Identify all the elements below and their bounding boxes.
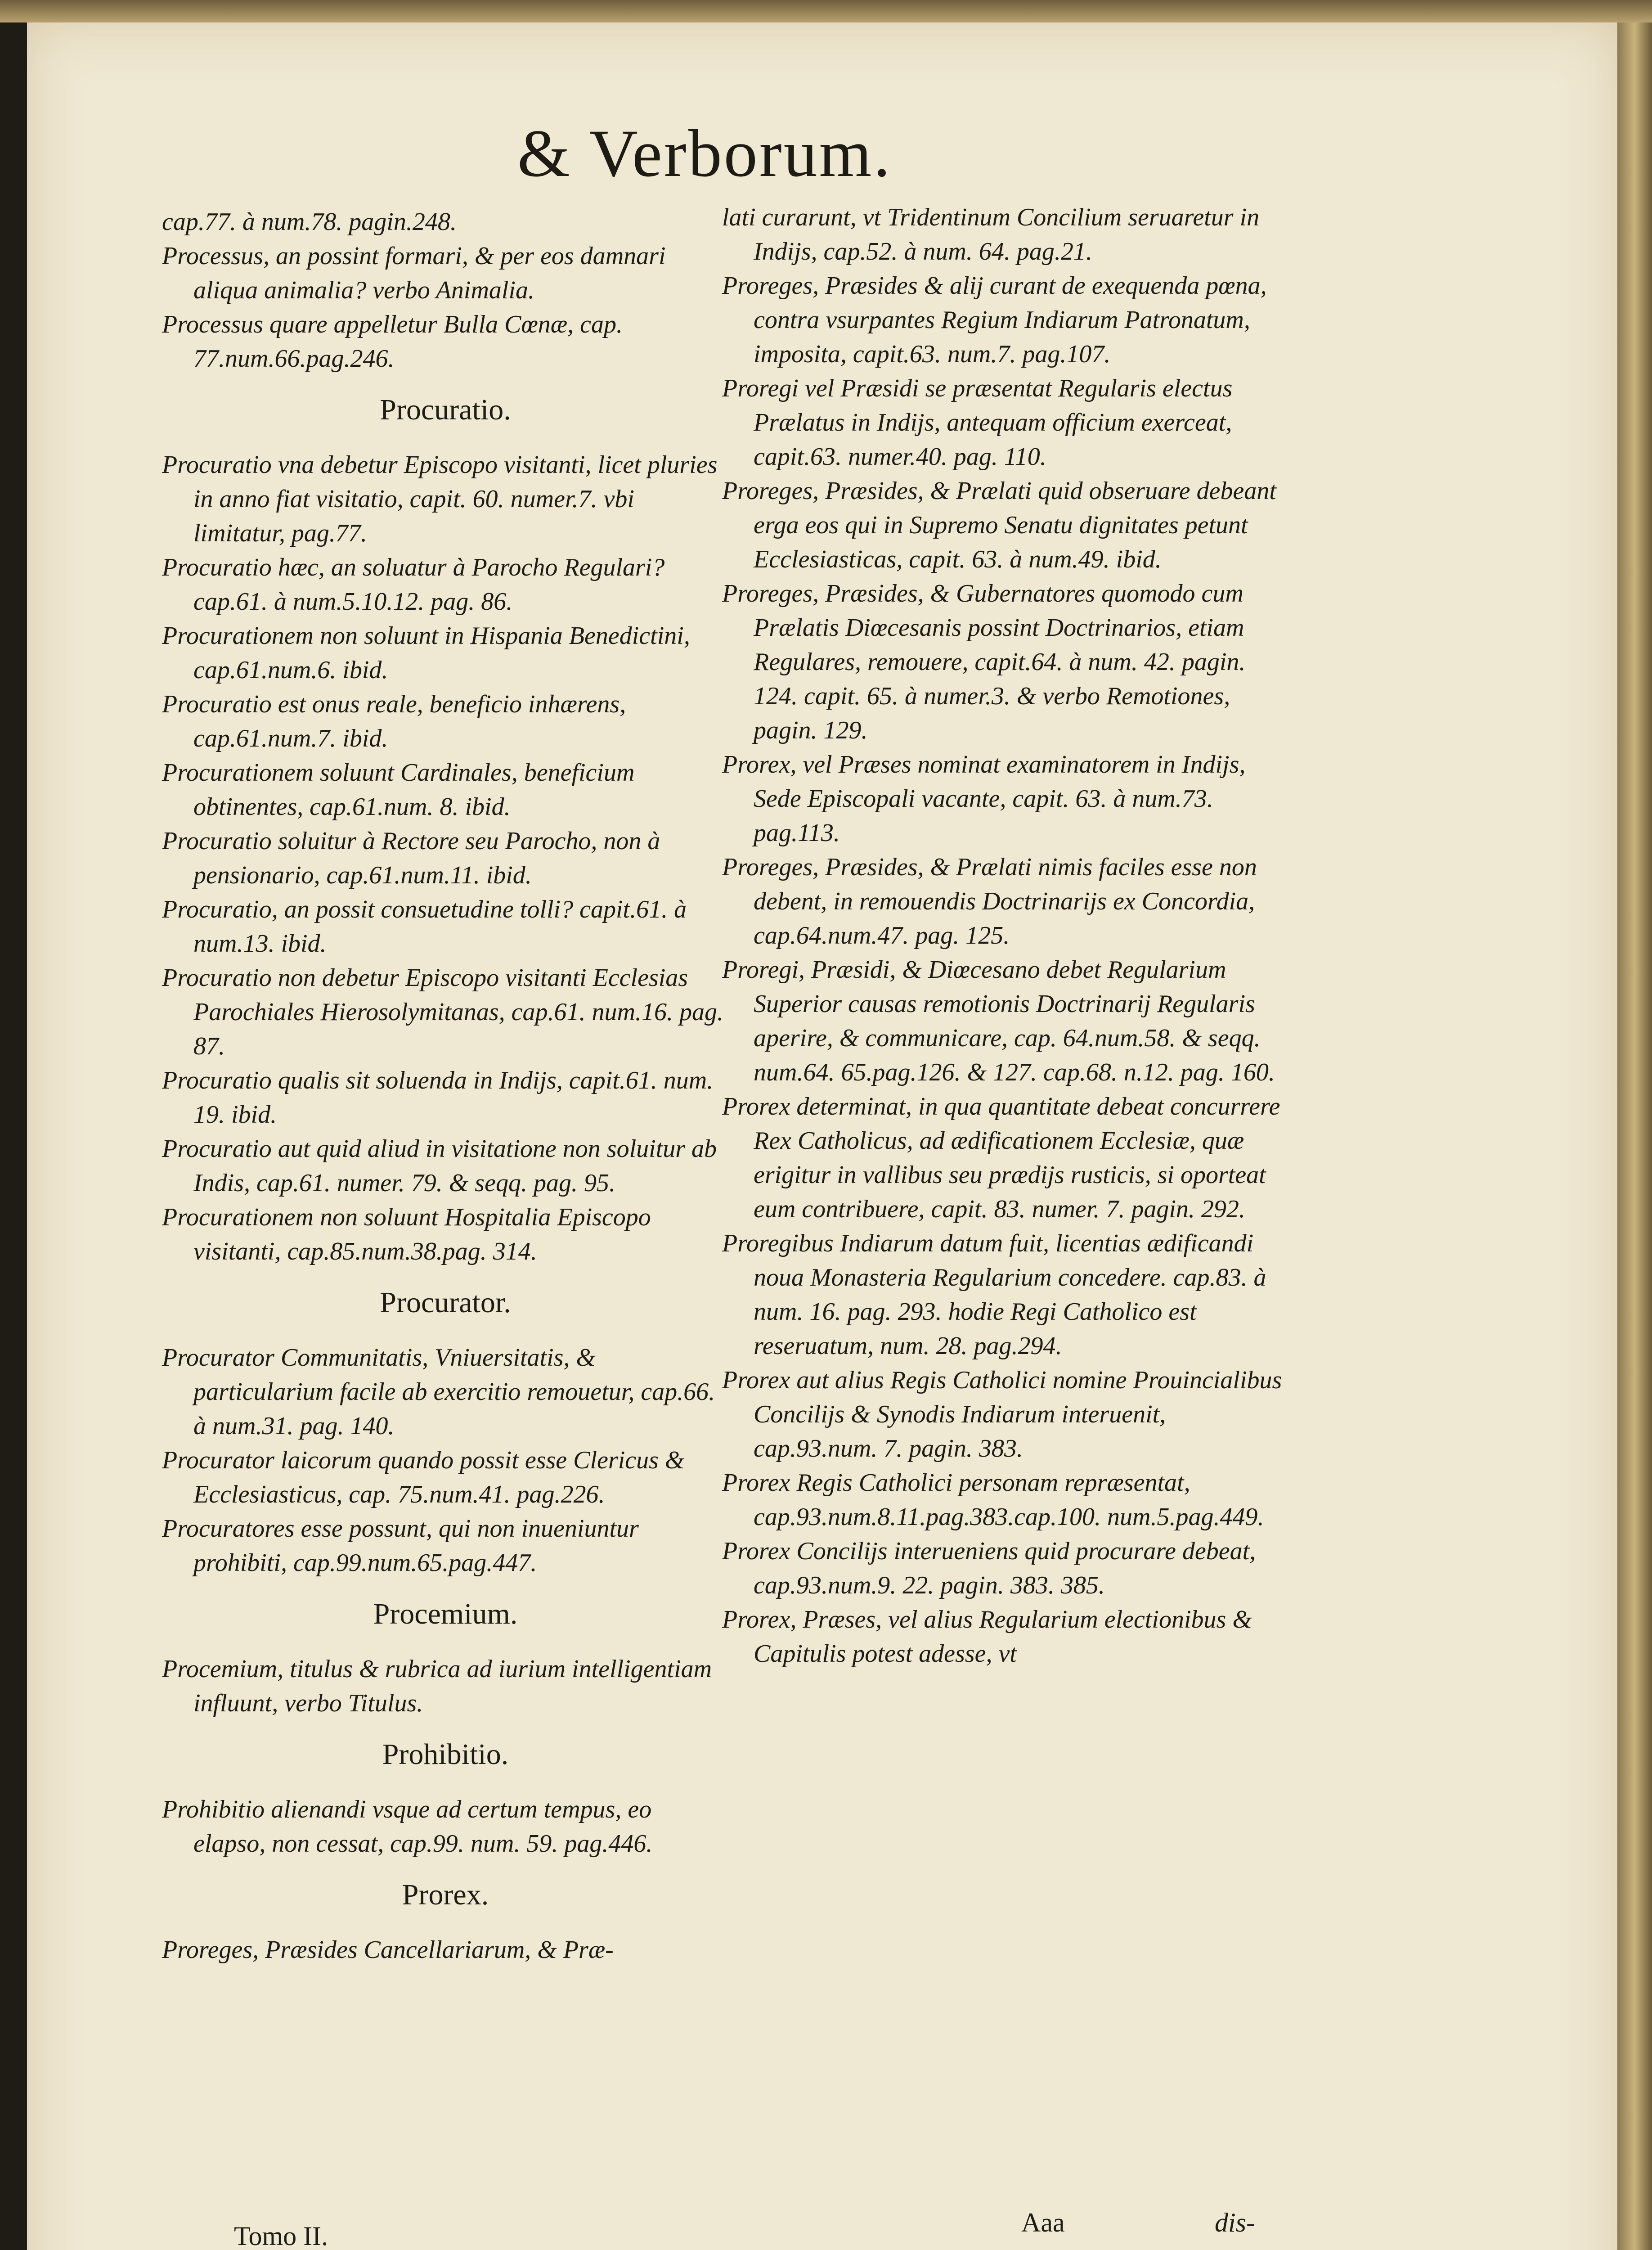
index-entry: Procuratio non debetur Episcopo visitanti Ecclesias Parochiales Hierosolymitanas, cap.61. num.16. pag. 87. (162, 964, 723, 1060)
index-entry: Procurationem soluunt Cardinales, beneficium obtinentes, cap.61.num. 8. ibid. (162, 759, 635, 821)
index-entry: Proreges, Præsides Cancellariarum, & Præ- (162, 1936, 614, 1964)
index-entry: Proreges, Præsides, & Prælati quid obseruare debeant erga eos qui in Supremo Senatu dignitates petunt Ecclesiasticas, capit. 63. à num.49. ibid. (722, 477, 1276, 573)
section-heading: Procemium. (373, 1598, 518, 1630)
index-entry: Prorex, vel Præses nominat examinatorem in Indijs, Sede Episcopali vacante, capit. 63. à num.73. pag.113. (722, 751, 1246, 847)
index-entry: Procurator laicorum quando possit esse Clericus & Ecclesiasticus, cap. 75.num.41. pag.226. (162, 1446, 685, 1508)
index-entry: Procuratio est onus reale, beneficio inhærens, cap.61.num.7. ibid. (162, 690, 626, 752)
section-heading: Prorex. (402, 1878, 489, 1911)
index-entry: Proreges, Præsides & alij curant de exequenda pœna, contra vsurpantes Regium Indiarum Patronatum, imposita, capit.63. num.7. pag.107. (722, 272, 1267, 368)
index-entry: Processus quare appelletur Bulla Cœnæ, cap. 77.num.66.pag.246. (162, 310, 623, 373)
volume-label: Tomo II. (234, 2221, 328, 2250)
index-entry: Procuratores esse possunt, qui non inueniuntur prohibiti, cap.99.num.65.pag.447. (162, 1515, 639, 1577)
index-entry: Procuratio vna debetur Episcopo visitanti, licet pluries in anno fiat visitatio, capit. 60. numer.7. vbi limitatur, pag.77. (162, 451, 718, 547)
index-entry: Procurationem non soluunt in Hispania Benedictini, cap.61.num.6. ibid. (162, 622, 690, 684)
page-top-edge (0, 0, 1652, 22)
index-entry: Procurationem non soluunt Hospitalia Episcopo visitanti, cap.85.num.38.pag. 314. (162, 1203, 651, 1265)
index-entry: Procurator Communitatis, Vniuersitatis, & particularium facile ab exercitio remouetur, cap.66. à num.31. pag. 140. (162, 1344, 715, 1440)
index-entry: Prorex, Præses, vel alius Regularium electionibus & Capitulis potest adesse, vt (722, 1606, 1252, 1668)
signature-mark: Aaa (1021, 2208, 1065, 2237)
index-entry: Prorex determinat, in qua quantitate debeat concurrere Rex Catholicus, ad ædificationem Ecclesiæ, quæ erigitur in vallibus seu prædijs rusticis, si oporteat eum contribuere, capit. 83. numer. 7. pagin. 292. (722, 1093, 1280, 1223)
index-entry: Proregibus Indiarum datum fuit, licentias ædificandi noua Monasteria Regularium concedere. cap.83. à num. 16. pag. 293. hodie Regi Catholico est reseruatum, num. 28. pag.294. (722, 1229, 1266, 1360)
page-fore-edge (1617, 22, 1652, 2250)
section-heading: Procurator. (380, 1286, 511, 1319)
index-entry: Procuratio qualis sit soluenda in Indijs, capit.61. num. 19. ibid. (162, 1066, 714, 1129)
index-entry: lati curarunt, vt Tridentinum Concilium seruaretur in Indijs, cap.52. à num. 64. pag.21. (722, 203, 1260, 266)
index-column-left (162, 205, 729, 1967)
index-entry: Proreges, Præsides, & Gubernatores quomodo cum Prælatis Diœcesanis possint Doctrinarios, etiam Regulares, remouere, capit.64. à num. 42. pagin. 124. capit. 65. à numer.3. & verbo Remotiones, pagin. 129. (722, 580, 1246, 744)
index-entry: Procuratio soluitur à Rectore seu Parocho, non à pensionario, cap.61.num.11. ibid. (162, 827, 660, 889)
index-entry: Procuratio aut quid aliud in visitatione non soluitur ab Indis, cap.61. numer. 79. & seqq. pag. 95. (162, 1135, 717, 1197)
index-entry: cap.77. à num.78. pagin.248. (162, 208, 457, 236)
index-entry: Procemium, titulus & rubrica ad iurium intelligentiam influunt, verbo Titulus. (162, 1655, 712, 1717)
catchword: dis- (1215, 2208, 1255, 2237)
index-entry: Proregi vel Præsidi se præsentat Regularis electus Prælatus in Indijs, antequam officium exerceat, capit.63. numer.40. pag. 110. (722, 374, 1233, 471)
index-entry: Prorex Regis Catholici personam repræsentat, cap.93.num.8.11.pag.383.cap.100. num.5.pag.449. (722, 1469, 1264, 1531)
index-column-right (722, 200, 1289, 1671)
index-entry: Prohibitio alienandi vsque ad certum tempus, eo elapso, non cessat, cap.99. num. 59. pag.446. (162, 1796, 653, 1858)
index-entry: Prorex Concilijs interueniens quid procurare debeat, cap.93.num.9. 22. pagin. 383. 385. (722, 1537, 1256, 1599)
index-entry: Processus, an possint formari, & per eos damnari aliqua animalia? verbo Animalia. (162, 242, 666, 304)
index-entry: Prorex aut alius Regis Catholici nomine Prouincialibus Concilijs & Synodis Indiarum interuenit, cap.93.num. 7. pagin. 383. (722, 1366, 1282, 1462)
index-entry: Procuratio, an possit consuetudine tolli? capit.61. à num.13. ibid. (162, 896, 687, 958)
index-entry: Proreges, Præsides, & Prælati nimis faciles esse non debent, in remouendis Doctrinarijs ex Concordia, cap.64.num.47. pag. 125. (722, 853, 1257, 950)
index-entry: Procuratio hæc, an soluatur à Parocho Regulari? cap.61. à num.5.10.12. pag. 86. (162, 554, 665, 616)
section-heading: Prohibitio. (382, 1738, 509, 1771)
running-head: & Verborum. (517, 116, 892, 191)
section-heading: Procuratio. (380, 393, 511, 426)
index-entry: Proregi, Præsidi, & Diœcesano debet Regularium Superior causas remotionis Doctrinarij Regularis aperire, & communicare, cap. 64.num.58. & seqq. num.64. 65.pag.126. & 127. cap.68. n.12. pag. 160. (722, 956, 1275, 1086)
